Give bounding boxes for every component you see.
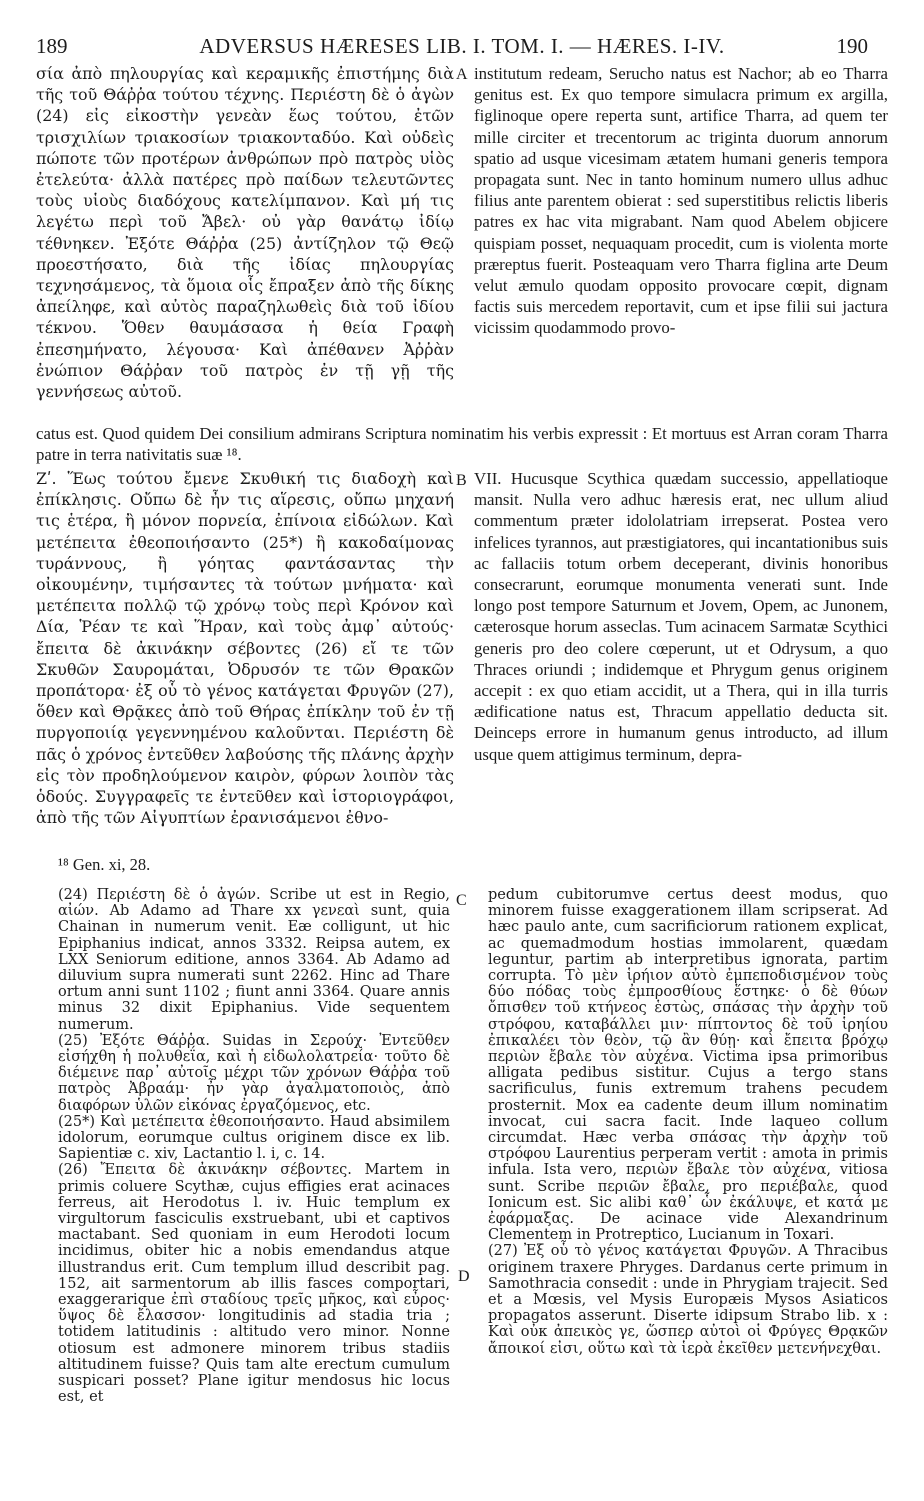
- margin-letter-a: A: [456, 66, 468, 83]
- latin-continuation-full-width: catus est. Quod quidem Dei consilium admirans Scriptura nominatim his verbis expressit : Et mortuus est Arran coram Tharra patre in terra nativitatis suæ ¹⁸.: [36, 424, 888, 465]
- page-number-right: 190: [836, 34, 868, 58]
- annotation-25-star: (25*) Καὶ μετέπειτα ἐθεοποιήσαντο. Haud absimilem idolorum, eorumque cultus originem disce ex lib. Sapientiæ c. xiv, Lactantio l. i, c. 14.: [58, 1113, 450, 1163]
- margin-letter-b: B: [456, 472, 467, 489]
- margin-letter-d: D: [458, 1268, 470, 1285]
- latin-text-section-b: VII. Hucusque Scythica quædam successio, appellatioque mansit. Nulla vero adhuc hæresis erat, nec ullum aliud commentum præter idololatriam irrepserat. Postea vero infelices tyrannos, aut præstigiatores, qui incantationibus suis ac fallaciis totum orbem deceperant, divinis honoribus consecrarunt, eorumque monumenta venerati sunt. Inde longo post tempore Saturnum et Jovem, Opem, ac Junonem, cæterosque horum asseclas. Tum acinacem Sarmatæ Scythici generis pro deo colere cœperunt, ut et Odrysum, a quo Thraces oriundi ; indidemque et Phrygum genus originem accepit : ex quo etiam accidit, ut a Thera, qui in illa turris ædificatione natus est, Thracum appellatio deducta sit. Deinceps errore in humanum genus introducto, ad illum usque quem attigimus terminum, depra-: [474, 469, 888, 764]
- annotations-right-column: [488, 887, 888, 1357]
- greek-text-section-b: Ζʹ. Ἕως τούτου ἔμενε Σκυθική τις διαδοχὴ καὶ ἐπίκλησις. Οὔπω δὲ ἦν τις αἵρεσις, οὔπω μηχανή τις ἑτέρα, ἢ μόνον πορνεία, ἐπίνοια εἰδώλων. Καὶ μετέπειτα ἐθεοποιήσαντο (25*) ἢ κακοδαίμονας τυράννους, ἢ γόητας φαντάσαντας τὴν οἰκουμένην, τιμήσαντες τὰ τούτων μνήματα· καὶ μετέπειτα πολλῷ τῷ χρόνῳ τοὺς περὶ Κρόνον καὶ Δία, Ῥέαν τε καὶ Ἥραν, καὶ τοὺς ἀμφ᾽ αὐτούς· ἔπειτα δὲ ἀκινάκην σέβοντες (26) εἴ τε τῶν Σκυθῶν Σαυρομάται, Ὀδρυσόν τε τῶν Θρακῶν προπάτορα· ἐξ οὗ τὸ γένος κατάγεται Φρυγῶν (27), ὅθεν καὶ Θρᾷκες ἀπὸ τοῦ Θήρας ἐπίκλην τοῦ ἐν τῇ πυργοποιίᾳ γεγεννημένου καλοῦνται. Περιέστη δὲ πᾶς ὁ χρόνος ἐντεῦθεν λαβούσης τῆς πλάνης ἀρχὴν εἰς τὸν προδηλούμενον καιρὸν, φύρων λοιπὸν τὰς ὁδούς. Συγγραφεῖς τε ἐντεῦθεν καὶ ἱστοριογράφοι, ἀπὸ τῆς τῶν Αἰγυπτίων ἐρανισάμενοι ἐθνο-: [36, 469, 454, 828]
- annotation-25: (25) Ἐξότε Θάῤῥα. Suidas in Σερούχ· Ἐντεῦθεν εἰσήχθη ἡ πολυθεΐα, καὶ ἡ εἰδωλολατρεία· τοῦτο δὲ διέμεινε παρ᾽ αὐτοῖς μέχρι τῶν χρόνων Θάῤῥα τοῦ πατρὸς Ἀβραάμ· ἦν γὰρ ἀγαλματοποιὸς, ἀπὸ διαφόρων ὑλῶν εἰκόνας ἐργαζόμενος, etc.: [58, 1032, 450, 1114]
- latin-text-section-a: institutum redeam, Serucho natus est Nachor; ab eo Tharra genitus est. Ex quo tempore simulacra primum ex argilla, figlinoque opere reperta sunt, artifice Tharra, ad quem ter mille circiter et trecentorum ac triginta duorum annorum spatio ad usque vicesimam ætatem humani generis tempora propagata sunt. Nec in tanto hominum numero ullus adhuc filius ante parentem obierat : sed superstitibus relictis liberis patres ex hac vita migrabant. Nam quod Abelem objicere quispiam posset, nequaquam procedit, cum is violenta morte præreptus fuerit. Posteaquam vero Tharra figlina arte Deum velut æmulo quodam opposito provocare cœpit, dignam factis suis mercedem reportavit, cum et ipse filii sui jactura vicissim quodammodo provo-: [474, 64, 888, 338]
- margin-letter-c: C: [456, 892, 467, 909]
- page-number-left: 189: [36, 34, 68, 58]
- annotation-26: (26) Ἔπειτα δὲ ἀκινάκην σέβοντες. Martem in primis coluere Scythæ, cujus effigies erat acinaces ferreus, ait Herodotus l. iv. Huic templum ex virgultorum fasciculis exstruebant, ubi et captivos mactabant. Sed quoniam in eum Herodoti locum incidimus, obiter hic a nobis emendandus atque illustrandus erit. Cum templum illud describit pag. 152, ait sarmentorum ab illis fasces comportari, exaggerarique ἐπὶ σταδίους τρεῖς μῆκος, καὶ εὖρος· ὕψος δὲ ἔλασσον· longitudinis ad stadia tria ; totidem latitudinis : altitudo vero minor. Nonne otiosum est admonere minorem tribus stadiis altitudinem fuisse? Quis tam alte erectum cumulum suspicari posset? Plane igitur mendosus hic locus est, et: [58, 1162, 450, 1406]
- running-title: ADVERSUS HÆRESES LIB. I. TOM. I. — HÆRES. I-IV.: [199, 34, 725, 58]
- annotation-26-continued: pedum cubitorumve certus deest modus, quo minorem fuisse exaggerationem illam scripserat. Ad hæc paulo ante, cum sacrificiorum rationem explicat, ac quemadmodum hostias immolarent, quædam leguntur, partim ab interpretibus ignorata, partim corrupta. Τὸ μὲν ἱρήιον αὐτὸ ἐμπεποδισμένον τοὺς δύο πόδας τοὺς ἐμπροσθίους ἕστηκε· ὁ δὲ θύων ὄπισθεν τοῦ κτήνεος ἑστὼς, σπάσας τὴν ἀρχὴν τοῦ στρόφου, καταβάλλει μιν· πίπτοντος δὲ τοῦ ἱρηίου ἐπικαλέει τὸν θεὸν, τῷ ἂν θύῃ· καὶ ἔπειτα βρόχῳ περιὼν ἔβαλε τὸν αὐχένα. Victima ipsa primoribus alligata pedibus sistitur. Cujus a tergo stans sacrificulus, funis extremum trahens pecudem prosternit. Mox ea cadente deum illum nominatim invocat, cui sacra facit. Inde laqueo collum circumdat. Hæc verba σπάσας τὴν ἀρχὴν τοῦ στρόφου Laurentius perperam vertit : amota in primis infula. Ista vero, περιὼν ἔβαλε τὸν αὐχένα, vitiosa sunt. Scribe περιῶν ἔβαλε, pro περιέβαλε, quod Ionicum est. Sic alibi καθ᾽ ὧν ἐκάλυψε, et κατά με ἐφάρμαξας. De acinace vide Alexandrinum Clementem in Protreptico, Lucianum in Toxari.: [488, 887, 888, 1244]
- greek-text-section-a: σία ἀπὸ πηλουργίας καὶ κεραμικῆς ἐπιστήμης διὰ τῆς τοῦ Θάῤῥα τούτου τέχνης. Περιέστη δὲ ὁ ἀγὼν (24) εἰς εἰκοστὴν γενεὰν ἕως τούτου, ἐτῶν τρισχιλίων τριακοσίων τριακονταδύο. Καὶ οὐδεὶς πώποτε τῶν προτέρων ἀνθρώπων πρὸ πατρὸς υἱὸς ἐτελεύτα· ἀλλὰ πατέρες πρὸ παίδων τελευτῶντες τοὺς υἱοὺς διαδόχους κατελίμπανον. Καὶ μή τις λεγέτω περὶ τοῦ Ἄβελ· οὐ γὰρ θανάτῳ ἰδίῳ τέθνηκεν. Ἐξότε Θάῤῥα (25) ἀντίζηλον τῷ Θεῷ προεστήσατο, διὰ τῆς ἰδίας πηλουργίας τεχνησάμενος, τὰ ὅμοια οἷς ἔπραξεν ἀπὸ τῆς δίκης ἀπείληφε, καὶ αὐτὸς παραζηλωθεὶς διὰ τοῦ ἰδίου τέκνου. Ὅθεν θαυμάσασα ἡ θεία Γραφὴ ἐπεσημήνατο, λέγουσα· Καὶ ἀπέθανεν Ἀῤῥὰν ἐνώπιον Θάῤῥαν τοῦ πατρὸς ἐν τῇ γῇ τῆς γεννήσεως αὐτοῦ.: [36, 64, 454, 402]
- scripture-footnote: ¹⁸ Gen. xi, 28.: [58, 855, 151, 874]
- annotation-24: (24) Περιέστη δὲ ὁ ἀγών. Scribe ut est in Regio, αἰών. Ab Adamo ad Thare xx γενεαὶ sunt, quia Chainan in numerum venit. Eæ colligunt, ut hic Epiphanius indicat, annos 3332. Reipsa autem, ex LXX Seniorum editione, annos 3364. Ab Adamo ad diluvium supra numerati sunt 2262. Hinc ad Thare ortum anni sunt 1102 ; fiunt anni 3364. Quare annis minus 32 dixit Epiphanius. Vide sequentem numerum.: [58, 887, 450, 1033]
- annotation-27: (27) Ἐξ οὗ τὸ γένος κατάγεται Φρυγῶν. A Thracibus originem traxere Phryges. Dardanus certe primum in Samothracia consedit : unde in Phrygiam trajecit. Sed et a Mœsis, vel Mysis Europæis Mysos Asiaticos propagatos asserunt. Diserte idipsum Strabo lib. x : Καὶ οὐκ ἀπεικὸς γε, ὥσπερ αὐτοὶ οἱ Φρύγες Θρᾳκῶν ἄποικοί εἰσι, οὕτω καὶ τὰ ἱερὰ ἐκεῖθεν μετενήνεχθαι.: [488, 1243, 888, 1357]
- annotations-left-column: [58, 887, 450, 1406]
